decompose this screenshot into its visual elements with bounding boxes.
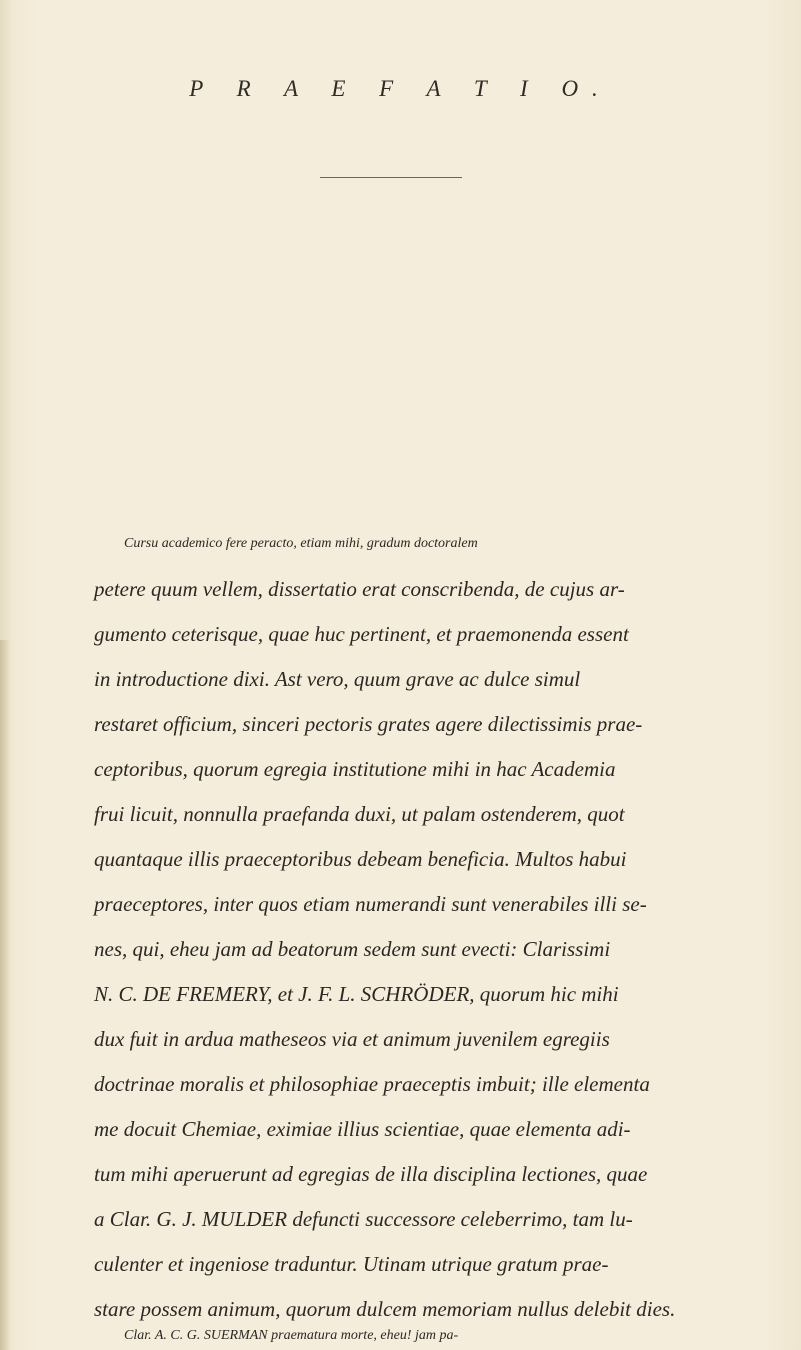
text-line: quantaque illis praeceptoribus debeam beneficia. Multos habui (94, 847, 627, 871)
text-line: dux fuit in ardua matheseos via et animum juvenilem egregiis (94, 1027, 610, 1051)
text-line: N. C. DE FREMERY, et J. F. L. SCHRÖDER, quorum hic mihi (94, 982, 619, 1006)
text-line: frui licuit, nonnulla praefanda duxi, ut palam ostenderem, quot (94, 802, 625, 826)
text-line: in introductione dixi. Ast vero, quum grave ac dulce simul (94, 667, 581, 691)
page-heading: P R A E F A T I O. (189, 76, 612, 101)
text-line: a Clar. G. J. MULDER defuncti successore celeberrimo, tam lu- (94, 1207, 633, 1231)
text-line: gumento ceterisque, quae huc pertinent, et praemonenda essent (94, 622, 629, 646)
text-line: Cursu academico fere peracto, etiam mihi, gradum doctoralem (124, 536, 478, 551)
text-line: nes, qui, eheu jam ad beatorum sedem sunt evecti: Clarissimi (94, 937, 611, 961)
text-line: me docuit Chemiae, eximiae illius scientiae, quae elementa adi- (94, 1117, 631, 1141)
text-line: culenter et ingeniose traduntur. Utinam utrique gratum prae- (94, 1252, 609, 1276)
page-gutter-shadow (0, 640, 10, 1350)
text-line: restaret officium, sinceri pectoris grates agere dilectissimis prae- (94, 712, 643, 736)
text-line: doctrinae moralis et philosophiae praeceptis imbuit; ille elementa (94, 1072, 650, 1096)
text-line: stare possem animum, quorum dulcem memoriam nullus delebit dies. (94, 1297, 676, 1321)
text-line: ceptoribus, quorum egregia institutione mihi in hac Academia (94, 757, 616, 781)
heading-rule (320, 177, 462, 178)
text-line: praeceptores, inter quos etiam numerandi sunt venerabiles illi se- (94, 892, 647, 916)
text-line: petere quum vellem, dissertatio erat conscribenda, de cujus ar- (94, 577, 625, 601)
text-line: Clar. A. C. G. SUERMAN praematura morte, eheu! jam pa- (124, 1328, 459, 1343)
text-line: tum mihi aperuerunt ad egregias de illa disciplina lectiones, quae (94, 1162, 648, 1186)
